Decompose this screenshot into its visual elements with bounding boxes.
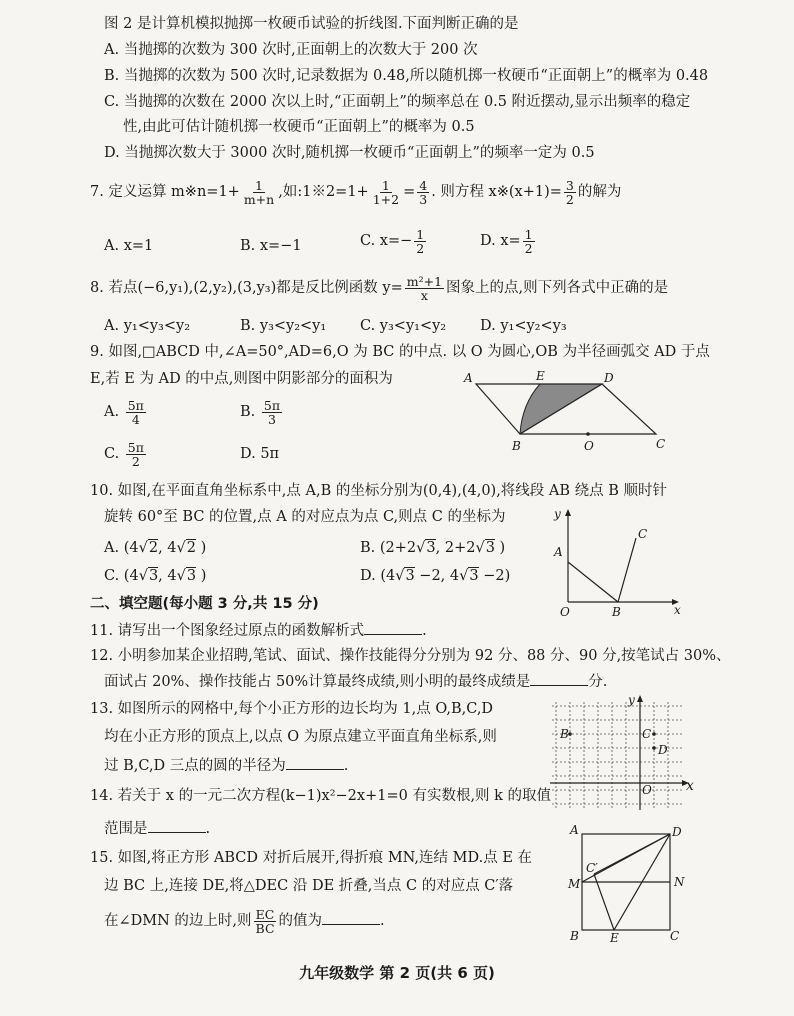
q9-label-o: O xyxy=(584,439,594,453)
q10-label-o: O xyxy=(560,605,570,619)
q9-line2: E,若 E 为 AD 的中点,则图中阴影部分的面积为 xyxy=(90,371,393,387)
q6-option-d: D. 当抛掷次数大于 3000 次时,随机掷一枚硬币“正面朝上”的频率一定为 0.5 xyxy=(104,145,595,161)
q13-label-y: y xyxy=(628,693,635,707)
q10-coordinate-figure xyxy=(546,506,686,618)
q10-y-arrow xyxy=(565,509,571,516)
q14-line2: 范围是 . xyxy=(104,818,210,839)
q15-label-a: A xyxy=(570,823,579,837)
q9-label-c: C xyxy=(656,437,666,451)
q10-line2: 旋转 60°至 BC 的位置,点 A 的对应点为点 C,则点 C 的坐标为 xyxy=(104,509,506,525)
q10-label-b: B xyxy=(612,605,621,619)
q13-label-b: B xyxy=(560,727,569,741)
q13-point-c xyxy=(652,732,656,736)
q10-option-d: D. (4√3 −2, 4√3 −2) xyxy=(360,568,511,584)
q10-option-b: B. (2+2√3, 2+2√3 ) xyxy=(360,540,506,556)
q15-line3: 在∠DMN 的边上时,则 $\frac{EC}{BC}$ 的值为 . xyxy=(104,906,385,936)
q9-option-d: D. 5π xyxy=(240,446,280,462)
q6-option-c-cont: 性,由此可估计随机掷一枚硬币“正面朝上”的概率为 0.5 xyxy=(123,119,475,135)
q10-line1: 10. 如图,在平面直角坐标系中,点 A,B 的坐标分别为(0,4),(4,0),将线段 AB 绕点 B 顺时针 xyxy=(90,483,668,499)
q9-option-a: A. $\frac{5\pi}{4}$ xyxy=(104,397,144,427)
q9-label-e: E xyxy=(536,369,545,383)
q13-label-o: O xyxy=(642,783,652,797)
section-fill-in-title: 二、填空题(每小题 3 分,共 15 分) xyxy=(90,596,319,612)
q14-answer-blank[interactable] xyxy=(148,818,206,833)
q13-line3: 过 B,C,D 三点的圆的半径为 . xyxy=(104,755,348,776)
q6-option-b: B. 当抛掷的次数为 500 次时,记录数据为 0.48,所以随机掷一枚硬币“正面朝上”的概率为 0.48 xyxy=(104,68,709,84)
q13-grid-figure xyxy=(548,694,696,818)
q7-stem: 7. 定义运算 m※n=1+ $\frac{1}{m+n}$ ,如:1※2=1+ $\frac{1}{1+2}$ = $\frac{4}{3}$ . 则方程 x※(x+1)= $\frac{3}{2}$ 的解为 xyxy=(90,177,622,207)
q10-segment-ab xyxy=(568,562,618,602)
q13-label-c: C xyxy=(642,727,652,741)
q11-answer-blank[interactable] xyxy=(364,620,422,635)
q15-line1: 15. 如图,将正方形 ABCD 对折后展开,得折痕 MN,连结 MD.点 E 在 xyxy=(90,850,533,866)
q10-label-a: A xyxy=(554,545,563,559)
q9-line1: 9. 如图,□ABCD 中,∠A=50°,AD=6,O 为 BC 的中点. 以 O 为圆心,OB 为半径画弧交 AD 于点 xyxy=(90,344,710,360)
q15-label-c: C xyxy=(670,929,680,943)
q11-stem: 11. 请写出一个图象经过原点的函数解析式 . xyxy=(90,620,427,641)
q15-square-figure xyxy=(566,823,690,945)
q13-line2: 均在小正方形的顶点上,以点 O 为原点建立平面直角坐标系,则 xyxy=(104,729,497,745)
q15-label-c1: C′ xyxy=(586,861,598,875)
q8-stem: 8. 若点(−6,y₁),(2,y₂),(3,y₃)都是反比例函数 y= $\frac{\text{m²+1}}{x}$ 图象上的点,则下列各式中正确的是 xyxy=(90,273,669,303)
q9-parallelogram-figure xyxy=(460,370,680,462)
q10-option-a: A. (4√2, 4√2 ) xyxy=(104,540,207,556)
q6-option-c: C. 当抛掷的次数在 2000 次以上时,“正面朝上”的频率总在 0.5 附近摆动,显示出频率的稳定 xyxy=(104,94,691,110)
q9-label-b: B xyxy=(512,439,521,453)
q7-option-b: B. x=−1 xyxy=(240,238,302,254)
q9-option-c: C. $\frac{5\pi}{2}$ xyxy=(104,439,144,469)
q7-option-a: A. x=1 xyxy=(104,238,154,254)
q7-option-d: D. x= $\frac{1}{2}$ xyxy=(480,226,533,256)
q12-answer-blank[interactable] xyxy=(530,671,588,686)
q14-line1: 14. 若关于 x 的一元二次方程(k−1)x²−2x+1=0 有实数根,则 k 的取值 xyxy=(90,788,552,804)
q13-label-d: D xyxy=(658,743,668,757)
q9-label-a: A xyxy=(464,371,473,385)
q13-line1: 13. 如图所示的网格中,每个小正方形的边长均为 1,点 O,B,C,D xyxy=(90,701,494,717)
q9-option-b: B. $\frac{5\pi}{3}$ xyxy=(240,397,281,427)
q6-option-a: A. 当抛掷的次数为 300 次时,正面朝上的次数大于 200 次 xyxy=(104,42,478,58)
q15-label-d: D xyxy=(672,825,682,839)
q15-label-n: N xyxy=(674,875,685,889)
q8-option-b: B. y₃<y₂<y₁ xyxy=(240,318,327,334)
q13-point-d xyxy=(652,746,656,750)
q8-option-a: A. y₁<y₃<y₂ xyxy=(104,318,191,334)
q10-option-c: C. (4√3, 4√3 ) xyxy=(104,568,207,584)
q10-segment-bc xyxy=(618,538,636,602)
q12-line1: 12. 小明参加某企业招聘,笔试、面试、操作技能得分分别为 92 分、88 分、90 分,按笔试占 30%、 xyxy=(90,648,731,664)
q15-label-e: E xyxy=(610,931,619,945)
q15-label-b: B xyxy=(570,929,579,943)
q13-answer-blank[interactable] xyxy=(286,755,344,770)
q13-label-x: x xyxy=(686,778,694,794)
q15-answer-blank[interactable] xyxy=(322,910,380,925)
q10-label-c: C xyxy=(638,527,648,541)
q6-stem: 图 2 是计算机模拟抛掷一枚硬币试验的折线图.下面判断正确的是 xyxy=(104,16,519,32)
q15-line2: 边 BC 上,连接 DE,将△DEC 沿 DE 折叠,当点 C 的对应点 C′落 xyxy=(104,878,514,894)
q8-option-d: D. y₁<y₂<y₃ xyxy=(480,318,567,334)
q15-label-m: M xyxy=(568,877,581,891)
q13-y-arrow xyxy=(637,695,643,702)
q10-label-x: x xyxy=(674,603,681,617)
q8-option-c: C. y₃<y₁<y₂ xyxy=(360,318,447,334)
q10-label-y: y xyxy=(554,507,561,521)
q9-point-o xyxy=(586,432,590,436)
q7-option-c: C. x=− $\frac{1}{2}$ xyxy=(360,226,425,256)
q12-line2: 面试占 20%、操作技能占 50%计算最终成绩,则小明的最终成绩是 分. xyxy=(104,671,607,692)
q9-label-d: D xyxy=(604,371,614,385)
page-footer: 九年级数学 第 2 页(共 6 页) xyxy=(299,964,495,982)
